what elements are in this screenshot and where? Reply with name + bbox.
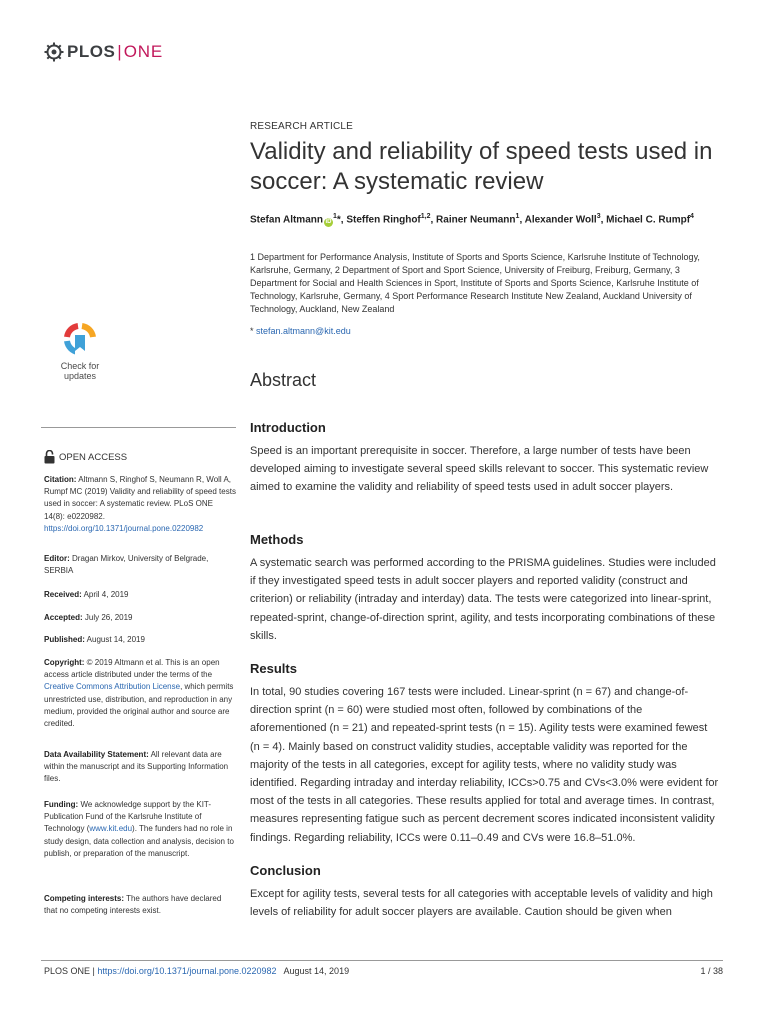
copyright-text-end: , which permits unrestricted use, distribution, and reproduction in any medium, provided the original author and source are credited. [44, 682, 234, 729]
affiliation-sup: 1 [332, 213, 337, 220]
received-label: Received: [44, 590, 82, 599]
footer-date: August 14, 2019 [276, 966, 350, 976]
editor-label: Editor: [44, 554, 70, 563]
results-heading: Results [250, 661, 297, 676]
methods-heading: Methods [250, 532, 304, 547]
kit-website-link[interactable]: www.kit.edu [89, 824, 133, 834]
methods-text: A systematic search was performed according to the PRISMA guidelines. Studies were included if they investigated speed tests in adult soccer players and reported validity (construct and criterion) or reliability (intraday and interday) data. The tests were categorized into linear-sprint, repeated-sprint, change-of-direction sprint, agility, and tests incorporating combinations of these skills. [250, 557, 716, 642]
corresponding-email [250, 326, 351, 336]
gear-logo-icon [44, 42, 64, 62]
abstract-heading: Abstract [250, 370, 317, 390]
funding-text-end: ). The funders had no role in study design, data collection and analysis, decision to publish, or preparation of the manuscript. [44, 824, 234, 858]
logo-one-text: ONE [123, 42, 163, 61]
email-link[interactable]: stefan.altmann@kit.edu [256, 326, 351, 336]
logo-plos-text: PLOS [67, 42, 116, 61]
affiliation-sup: 1,2 [420, 213, 431, 220]
crossmark-icon [41, 320, 119, 362]
introduction-heading: Introduction [250, 420, 326, 435]
received-date: April 4, 2019 [81, 590, 129, 599]
conclusion-heading: Conclusion [250, 863, 321, 878]
funding-block [44, 799, 236, 860]
data-availability-text: All relevant data are within the manuscript and its Supporting Information files. [44, 750, 229, 784]
citation-label: Citation: [44, 475, 77, 484]
check-updates-line2: updates [63, 371, 97, 381]
data-availability-block [44, 749, 236, 786]
affiliation-sup: 4 [690, 213, 694, 220]
open-lock-icon [44, 450, 55, 464]
copyright-label: Copyright: [44, 658, 85, 667]
data-availability-label: Data Availability Statement: [44, 750, 149, 759]
corresponding-star: * [250, 326, 257, 336]
sidebar-divider [41, 427, 236, 428]
funding-text: We acknowledge support by the KIT-Publication Fund of the Karlsruhe Institute of Technology ( [44, 800, 212, 834]
orcid-icon[interactable]: iD [325, 219, 332, 226]
affiliation-sup: 1 [515, 213, 520, 220]
author-name[interactable]: *, Steffen Ringhof [336, 214, 421, 226]
check-updates-label [41, 361, 119, 381]
funding-label: Funding: [44, 800, 79, 809]
author-name[interactable]: , Rainer Neumann [430, 214, 516, 226]
open-access-badge [44, 450, 127, 464]
author-name[interactable]: Stefan Altmann [250, 214, 323, 226]
editor-block [44, 553, 236, 577]
competing-interests-label: Competing interests: [44, 894, 125, 903]
footer-doi-link[interactable]: https://doi.org/10.1371/journal.pone.0220982 [97, 966, 277, 976]
citation-block [44, 474, 236, 535]
received-block [44, 589, 236, 601]
article-title: Validity and reliability of speed tests used in soccer: A systematic review [250, 138, 713, 195]
accepted-label: Accepted: [44, 613, 83, 622]
accepted-date: July 26, 2019 [82, 613, 133, 622]
published-block [44, 634, 236, 646]
published-label: Published: [44, 635, 85, 644]
cc-license-link[interactable]: Creative Commons Attribution License [44, 682, 181, 692]
check-for-updates-badge[interactable] [41, 320, 119, 390]
citation-text: Altmann S, Ringhof S, Neumann R, Woll A, Rumpf MC (2019) Validity and reliability of speed tests used in soccer: A systematic review. PLoS ONE 14(8): e0220982. [44, 475, 236, 521]
plos-one-logo[interactable] [44, 40, 163, 64]
competing-interests-text: The authors have declared that no competing interests exist. [44, 894, 222, 916]
editor-text: Dragan Mirkov, University of Belgrade, SERBIA [44, 554, 209, 576]
author-list [250, 210, 720, 227]
accepted-block [44, 612, 236, 624]
copyright-block [44, 657, 236, 730]
author-name[interactable]: , Michael C. Rumpf [600, 214, 691, 226]
author-name[interactable]: , Alexander Woll [519, 214, 597, 226]
footer-divider [41, 960, 723, 961]
open-access-label: OPEN ACCESS [59, 451, 128, 463]
logo-separator: | [117, 42, 122, 61]
check-updates-line1: Check for [60, 361, 100, 371]
results-text: In total, 90 studies covering 167 tests were included. Linear-sprint (n = 67) and change-of-direction sprint (n = 60) were studied most often, followed by combinations of the aforementioned (n = 21) and repeated-sprint tests (n = 15). Agility tests were examined fewest (n = 4). Mainly based on construct validity studies, acceptable validity was reported for the majority of the tests in all categories, except for agility tests, where no validity study was identified. Regarding intraday and interday reliability, ICCs>0.75 and CVs<3.0% were evident for most of the tests in all categories. These results applied for total and average times. In contrast, measures representing fatigue such as percent decrement scores indicated inconsistent validity findings. Regarding reliability, ICCs were 0.11–0.49 and CVs were 16.8–51.0%. [250, 686, 719, 844]
affiliation-sup: 3 [596, 213, 601, 220]
conclusion-text: Except for agility tests, several tests for all categories with acceptable levels of validity and high levels of reliability for adult soccer players are available. Caution should be given when [250, 888, 713, 919]
competing-interests-block [44, 893, 236, 917]
copyright-text: © 2019 Altmann et al. This is an open access article distributed under the terms of the [44, 658, 220, 680]
published-date: August 14, 2019 [84, 635, 145, 644]
page-number: 1 / 38 [700, 966, 723, 976]
citation-doi-link[interactable]: https://doi.org/10.1371/journal.pone.0220982 [44, 523, 204, 533]
affiliations: 1 Department for Performance Analysis, Institute of Sports and Sports Science, Karlsruhe Institute of Technology, Karlsruhe, Germany, 2 Department of Sport and Sport Science, University of Freiburg, Freiburg, Germany, 3 Department for Social and Health Sciences in Sport, Institute of Sports and Sports Science, Karlsruhe Institute of Technology, Karlsruhe, Germany, 4 Sport Performance Research Institute New Zealand, Auckland University of Technology, Auckland, New Zealand [250, 252, 700, 314]
introduction-text: Speed is an important prerequisite in soccer. Therefore, a large number of tests have been developed aiming to investigate several speed skills relevant to soccer. This systematic review aimed to examine the validity and reliability of speed tests used in adult soccer players. [250, 445, 709, 494]
footer-journal: PLOS ONE | [44, 966, 98, 976]
footer-citation [44, 966, 349, 976]
article-type: RESEARCH ARTICLE [250, 121, 354, 132]
